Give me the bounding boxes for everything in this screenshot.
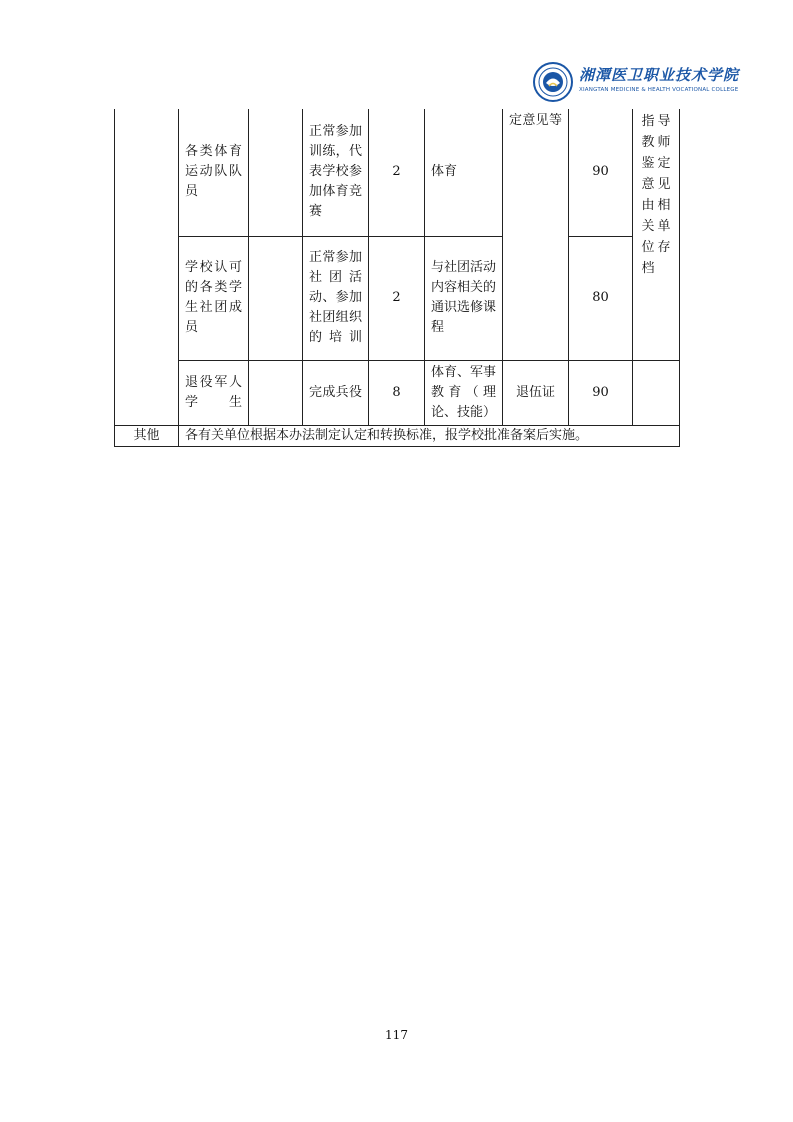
score-cell: 90 [569,360,633,425]
blank-cell [249,236,303,360]
other-label-cell: 其他 [115,425,179,446]
category-group-cell [115,109,179,425]
other-text-cell: 各有关单位根据本办法制定认定和转换标准，报学校批准备案后实施。 [179,425,680,446]
table-row [115,236,680,360]
proof-cell: 定意见等 [503,109,569,360]
proof-cell: 退伍证 [503,360,569,425]
college-emblem-icon [533,62,573,102]
student-category-cell: 退役军人学生 [179,360,249,425]
logo-english-name: XIANGTAN MEDICINE & HEALTH VOCATIONAL COLLEGE [579,87,739,93]
credits-cell: 2 [369,236,425,360]
college-logo [533,62,740,106]
credits-cell: 2 [369,109,425,236]
condition-cell: 正常参加训练，代表学校参加体育竞赛 [303,109,369,236]
remark-cell [633,360,680,425]
remark-column-a: 指 教 鉴 意 由 关 位 档 [641,114,655,276]
remark-column-b: 导 师 定 见 相 单 存 [657,114,671,255]
condition-cell: 完成兵役 [303,360,369,425]
student-category-cell: 各类体育运动队队员 [179,109,249,236]
table-row [115,109,680,236]
remark-cell [633,109,680,360]
student-category-cell: 学校认可的各类学生社团成员 [179,236,249,360]
course-cell: 与社团活动内容相关的通识选修课程 [425,236,503,360]
condition-cell: 正常参加社团活动、参加社团组织的培训 [303,236,369,360]
table-row [115,360,680,425]
blank-cell [249,109,303,236]
credits-cell: 8 [369,360,425,425]
blank-cell [249,360,303,425]
credit-conversion-table [114,109,680,447]
logo-chinese-name: 湘潭医卫职业技术学院 [579,66,740,84]
course-cell: 体育、军事教育（理论、技能） [425,360,503,425]
score-cell: 80 [569,236,633,360]
score-cell: 90 [569,109,633,236]
table-row [115,425,680,446]
page-number: 117 [385,1028,408,1042]
course-cell: 体育 [425,109,503,236]
